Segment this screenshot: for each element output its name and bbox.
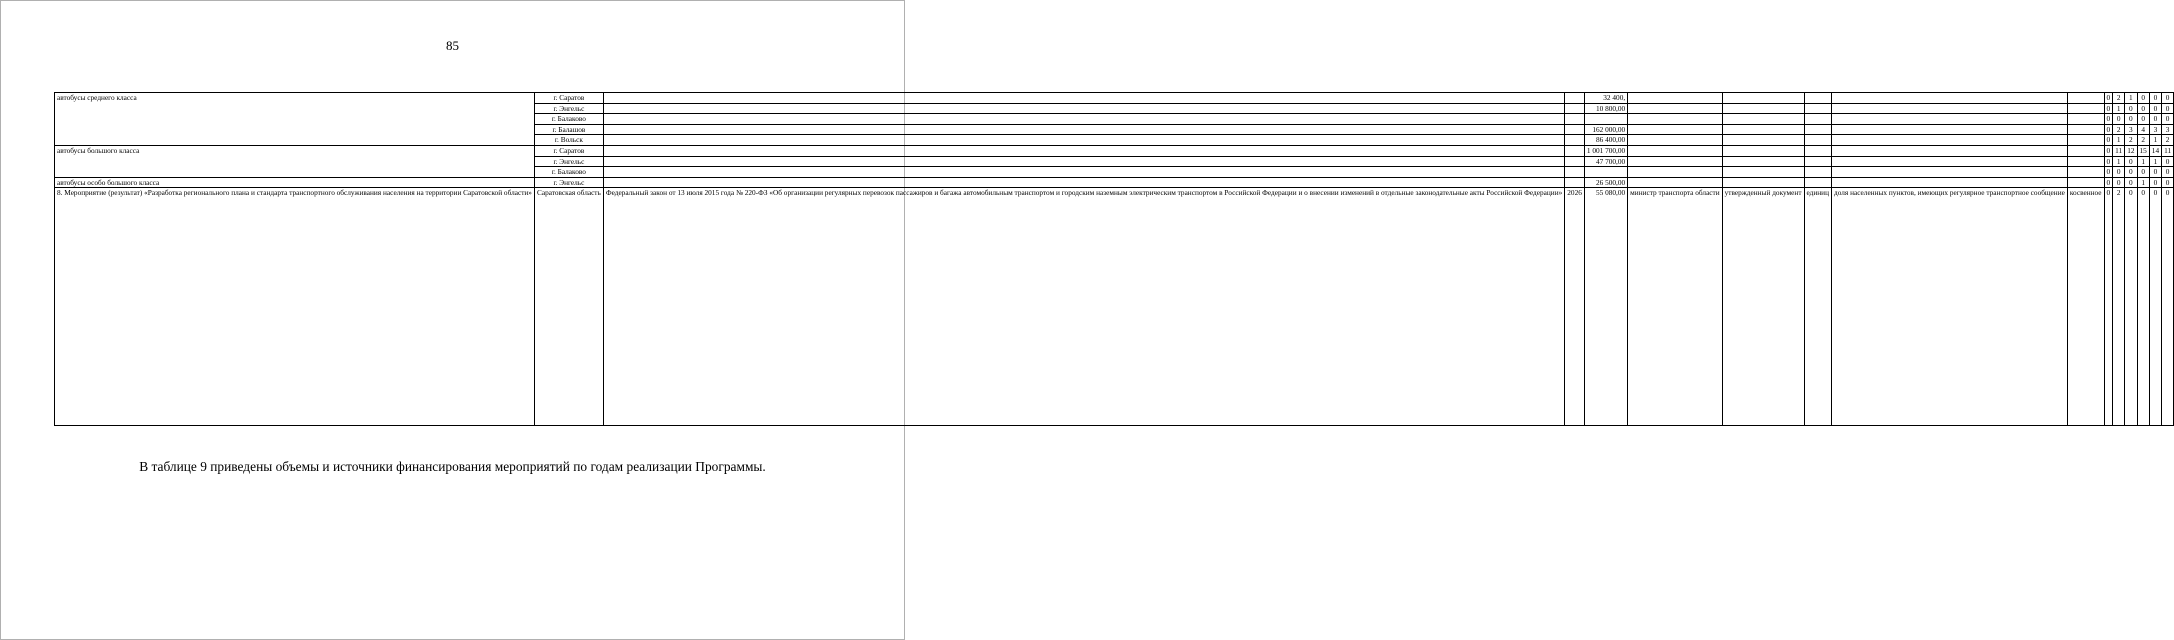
table-row — [55, 93, 2174, 104]
value-cell: 0 — [2162, 188, 2174, 426]
empty-cell — [1565, 177, 1585, 188]
empty-cell — [2067, 156, 2104, 167]
value-cell: 1 — [2113, 103, 2125, 114]
value-cell: 1 — [2149, 156, 2161, 167]
city-cell: г. Балаково — [534, 114, 603, 125]
empty-cell — [2067, 114, 2104, 125]
value-cell: 3 — [2162, 124, 2174, 135]
empty-cell — [1628, 103, 1722, 114]
empty-cell — [603, 167, 1564, 178]
empty-cell — [1804, 177, 1831, 188]
amount-cell: 10 800,00 — [1584, 103, 1627, 114]
value-cell: 11 — [2113, 145, 2125, 156]
empty-cell — [1722, 145, 1804, 156]
empty-cell — [1722, 114, 1804, 125]
value-cell: 0 — [2104, 135, 2113, 146]
value-cell: 0 — [2162, 103, 2174, 114]
empty-cell — [1628, 114, 1722, 125]
measure-row — [55, 188, 2174, 426]
city-cell: г. Саратов — [534, 145, 603, 156]
value-cell: 0 — [2137, 188, 2149, 426]
value-cell: 0 — [2137, 93, 2149, 104]
empty-cell — [1722, 177, 1804, 188]
value-cell: 0 — [2125, 103, 2137, 114]
empty-cell — [1722, 103, 1804, 114]
amount-cell — [1584, 114, 1627, 125]
empty-cell — [1832, 177, 2068, 188]
value-cell: 0 — [2149, 103, 2161, 114]
amount-cell: 55 080,00 — [1584, 188, 1627, 426]
table-body — [55, 93, 2174, 426]
empty-cell — [1628, 177, 1722, 188]
empty-cell — [1804, 114, 1831, 125]
empty-cell — [2067, 93, 2104, 104]
empty-cell — [603, 145, 1564, 156]
amount-cell — [1584, 167, 1627, 178]
empty-cell — [1565, 114, 1585, 125]
empty-cell — [2067, 135, 2104, 146]
empty-cell — [1832, 156, 2068, 167]
value-cell: 0 — [2162, 93, 2174, 104]
program-table — [54, 92, 2174, 426]
value-cell: 2 — [2137, 135, 2149, 146]
value-cell: 0 — [2162, 114, 2174, 125]
city-cell: г. Балашов — [534, 124, 603, 135]
empty-cell — [1832, 135, 2068, 146]
amount-cell: 26 500,00 — [1584, 177, 1627, 188]
value-cell: 0 — [2162, 167, 2174, 178]
empty-cell — [1832, 103, 2068, 114]
empty-cell — [603, 135, 1564, 146]
value-cell: 0 — [2125, 114, 2137, 125]
empty-cell — [2067, 145, 2104, 156]
value-cell: 12 — [2125, 145, 2137, 156]
empty-cell — [1565, 124, 1585, 135]
measure-name-cell: 8. Мероприятие (результат) «Разработка регионального плана и стандарта транспортного обслуживания населения на территории Саратовской области» — [55, 188, 535, 426]
caption-text: В таблице 9 приведены объемы и источники финансирования мероприятий по годам реализации Программы. — [139, 459, 766, 474]
empty-cell — [1832, 145, 2068, 156]
value-cell: 0 — [2104, 188, 2113, 426]
empty-cell — [1628, 156, 1722, 167]
city-cell: г. Вольск — [534, 135, 603, 146]
page-number: 85 — [446, 38, 459, 53]
effect-cell: косвенное — [2067, 188, 2104, 426]
empty-cell — [603, 93, 1564, 104]
value-cell: 0 — [2125, 156, 2137, 167]
empty-cell — [2067, 124, 2104, 135]
empty-cell — [1565, 135, 1585, 146]
value-cell: 3 — [2125, 124, 2137, 135]
value-cell: 1 — [2149, 135, 2161, 146]
value-cell: 0 — [2149, 188, 2161, 426]
empty-cell — [1722, 167, 1804, 178]
value-cell: 0 — [2149, 114, 2161, 125]
value-cell: 2 — [2113, 188, 2125, 426]
empty-cell — [603, 124, 1564, 135]
empty-cell — [603, 177, 1564, 188]
empty-cell — [1628, 145, 1722, 156]
table-row — [55, 145, 2174, 156]
amount-cell: 32 400, — [1584, 93, 1627, 104]
value-cell: 0 — [2149, 177, 2161, 188]
value-cell: 0 — [2113, 177, 2125, 188]
value-cell: 1 — [2125, 93, 2137, 104]
law-cell: Федеральный закон от 13 июля 2015 года № 220-ФЗ «Об организации регулярных перевозок пассажиров и багажа автомобильным транспортом и городским наземным электрическим транспортом в Российской Федерации и о внесении изменений в отдельные законодательные акты Российской Федерации» — [603, 188, 1564, 426]
amount-cell: 47 700,00 — [1584, 156, 1627, 167]
empty-cell — [1628, 93, 1722, 104]
value-cell: 11 — [2162, 145, 2174, 156]
value-cell: 0 — [2113, 167, 2125, 178]
empty-cell — [1832, 114, 2068, 125]
empty-cell — [1628, 124, 1722, 135]
empty-cell — [1832, 124, 2068, 135]
value-cell: 0 — [2104, 167, 2113, 178]
year-cell: 2026 — [1565, 188, 1585, 426]
city-cell: г. Саратов — [534, 93, 603, 104]
empty-cell — [1804, 167, 1831, 178]
vehicle-class-cell: автобусы особо большого класса — [55, 177, 535, 188]
empty-cell — [1628, 135, 1722, 146]
region-cell: Саратовская область — [534, 188, 603, 426]
empty-cell — [1804, 93, 1831, 104]
empty-cell — [1722, 156, 1804, 167]
value-cell: 14 — [2149, 145, 2161, 156]
empty-cell — [1565, 103, 1585, 114]
value-cell: 2 — [2113, 124, 2125, 135]
value-cell: 0 — [2104, 103, 2113, 114]
value-cell: 0 — [2104, 93, 2113, 104]
empty-cell — [1628, 167, 1722, 178]
empty-cell — [1804, 124, 1831, 135]
amount-cell: 1 001 700,00 — [1584, 145, 1627, 156]
value-cell: 0 — [2113, 114, 2125, 125]
empty-cell — [1565, 145, 1585, 156]
value-cell: 0 — [2104, 114, 2113, 125]
value-cell: 0 — [2149, 167, 2161, 178]
vehicle-class-cell: автобусы среднего класса — [55, 93, 535, 146]
value-cell: 2 — [2113, 93, 2125, 104]
city-cell: г. Энгельс — [534, 177, 603, 188]
value-cell: 0 — [2137, 103, 2149, 114]
value-cell: 0 — [2104, 177, 2113, 188]
responsible-cell: министр транспорта области — [1628, 188, 1722, 426]
value-cell: 0 — [2162, 156, 2174, 167]
unit-cell: единиц — [1804, 188, 1831, 426]
empty-cell — [603, 114, 1564, 125]
value-cell: 1 — [2113, 135, 2125, 146]
city-cell: г. Энгельс — [534, 156, 603, 167]
value-cell: 0 — [2149, 93, 2161, 104]
empty-cell — [1565, 156, 1585, 167]
city-cell: г. Балаково — [534, 167, 603, 178]
value-cell: 0 — [2125, 188, 2137, 426]
empty-cell — [1722, 93, 1804, 104]
amount-cell: 86 400,00 — [1584, 135, 1627, 146]
value-cell: 1 — [2113, 156, 2125, 167]
value-cell: 0 — [2104, 124, 2113, 135]
value-cell: 4 — [2137, 124, 2149, 135]
empty-cell — [1565, 167, 1585, 178]
empty-cell — [2067, 103, 2104, 114]
value-cell: 0 — [2104, 145, 2113, 156]
value-cell: 1 — [2137, 156, 2149, 167]
table-row — [55, 177, 2174, 188]
value-cell: 2 — [2125, 135, 2137, 146]
value-cell: 15 — [2137, 145, 2149, 156]
value-cell: 3 — [2149, 124, 2161, 135]
value-cell: 0 — [2137, 167, 2149, 178]
value-cell: 1 — [2137, 177, 2149, 188]
value-cell: 0 — [2104, 156, 2113, 167]
empty-cell — [1832, 167, 2068, 178]
value-cell: 2 — [2162, 135, 2174, 146]
empty-cell — [1722, 124, 1804, 135]
empty-cell — [1804, 156, 1831, 167]
city-cell: г. Энгельс — [534, 103, 603, 114]
empty-cell — [1565, 93, 1585, 104]
value-cell: 0 — [2137, 114, 2149, 125]
empty-cell — [603, 103, 1564, 114]
empty-cell — [1722, 135, 1804, 146]
value-cell: 0 — [2125, 177, 2137, 188]
vehicle-class-cell: автобусы большого класса — [55, 145, 535, 177]
amount-cell: 162 000,00 — [1584, 124, 1627, 135]
empty-cell — [603, 156, 1564, 167]
empty-cell — [2067, 167, 2104, 178]
empty-cell — [2067, 177, 2104, 188]
empty-cell — [1832, 93, 2068, 104]
value-cell: 0 — [2125, 167, 2137, 178]
empty-cell — [1804, 145, 1831, 156]
indicator-cell: доля населенных пунктов, имеющих регулярное транспортное сообщение — [1832, 188, 2068, 426]
value-cell: 0 — [2162, 177, 2174, 188]
empty-cell — [1804, 103, 1831, 114]
empty-cell — [1804, 135, 1831, 146]
result-type-cell: утвержденный документ — [1722, 188, 1804, 426]
